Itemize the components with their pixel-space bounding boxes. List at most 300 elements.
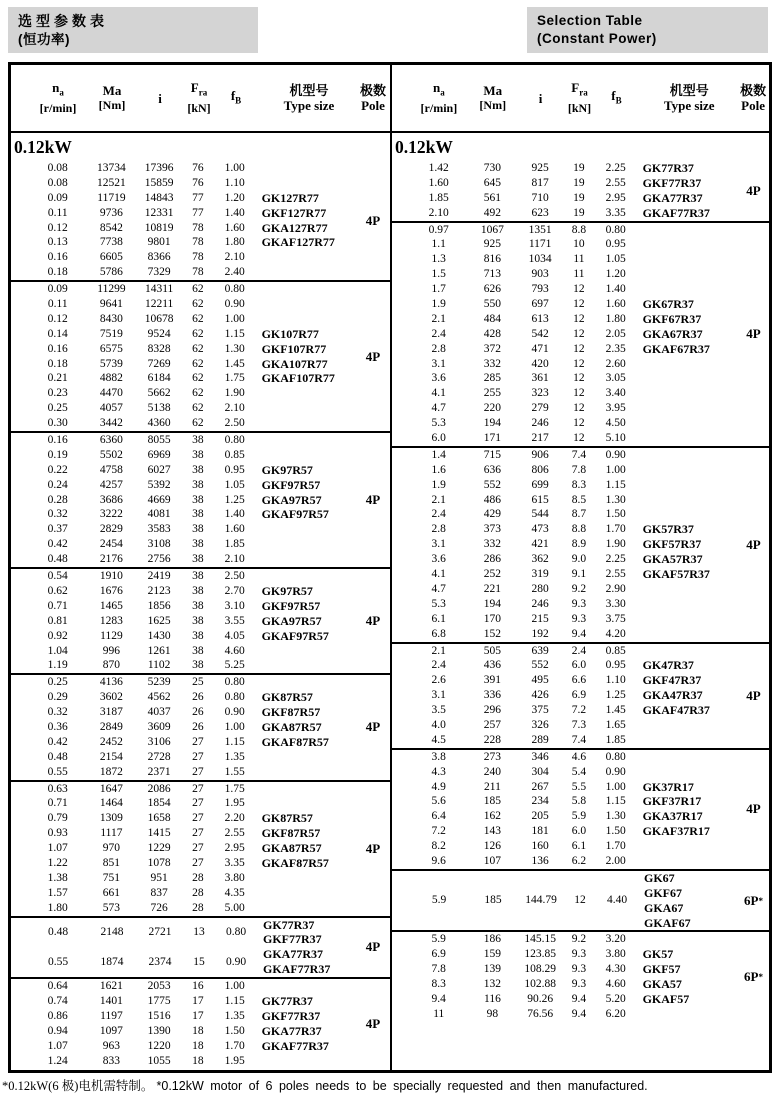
cell-fb: 1.15 — [605, 795, 626, 808]
cell-fra: 38 — [192, 659, 204, 672]
table-row — [392, 478, 738, 493]
cell-fb: 1.70 — [605, 523, 626, 536]
cell-fra: 9.4 — [571, 992, 587, 1005]
cell-i: 3609 — [147, 720, 171, 733]
cell-type-size — [641, 371, 738, 386]
cell-fb: 2.55 — [224, 827, 245, 840]
table-header — [392, 65, 769, 133]
cell-fb: 1.90 — [605, 538, 626, 551]
cell-ma: 751 — [102, 871, 121, 884]
cell-fra: 6.9 — [571, 689, 587, 702]
pole-value: 4P — [365, 348, 381, 364]
cell-type-size: GKA67R37 — [642, 326, 703, 341]
cell-fra: 9.2 — [571, 582, 587, 595]
table-row — [392, 718, 738, 733]
cell-ma: 2452 — [99, 735, 123, 748]
cell-fb: 0.80 — [605, 223, 626, 236]
cell-fb: 1.00 — [224, 162, 245, 174]
cell-ma: 573 — [102, 901, 121, 914]
table-row — [11, 478, 357, 493]
cell-type-size — [641, 932, 738, 947]
table-row — [392, 507, 738, 522]
pole-badge — [738, 161, 769, 221]
cell-fb: 1.30 — [224, 342, 245, 355]
cell-na: 2.4 — [431, 327, 446, 340]
cell-i: 1078 — [147, 856, 171, 869]
table-row — [392, 688, 738, 703]
cell-fra: 27 — [192, 735, 204, 748]
table-row — [11, 537, 357, 552]
cell-na: 4.7 — [431, 582, 446, 595]
cell-type-size: GKA87R57 — [261, 719, 322, 734]
section-rows — [392, 448, 738, 642]
cell-i: 1854 — [147, 797, 171, 810]
cell-ma: 372 — [483, 342, 502, 355]
cell-fb: 3.35 — [224, 856, 245, 869]
cell-i: 542 — [531, 327, 549, 340]
cell-na: 0.13 — [47, 236, 68, 249]
cell-type-size — [641, 733, 738, 748]
cell-type-size: GK77R37 — [261, 993, 313, 1008]
pole-badge — [357, 161, 389, 280]
cell-i: 3583 — [147, 523, 171, 536]
table-row — [11, 357, 357, 372]
cell-type-size: GKA77R37 — [261, 1023, 322, 1038]
cell-ma: 1464 — [99, 797, 123, 810]
cell-i: 2371 — [147, 765, 171, 778]
pole-value: 4P — [746, 182, 761, 198]
table-row — [392, 252, 738, 267]
cell-fra: 9.3 — [571, 963, 587, 976]
cell-ma: 1283 — [99, 614, 123, 627]
cell-type-size — [641, 612, 738, 627]
cell-na: 3.6 — [431, 372, 446, 385]
cell-fb: 4.60 — [224, 644, 245, 657]
cell-ma: 730 — [483, 162, 502, 174]
cell-fb: 0.85 — [224, 448, 245, 461]
table-row — [11, 493, 357, 508]
cell-ma: 4758 — [99, 463, 123, 476]
cell-i: 8366 — [147, 251, 171, 264]
table-row — [11, 206, 357, 221]
cell-fra: 9.3 — [571, 612, 587, 625]
cell-i: 951 — [150, 871, 168, 884]
table-row — [392, 947, 738, 962]
cell-i: 2728 — [147, 750, 171, 763]
cell-ma: 816 — [483, 253, 502, 266]
cell-i: 8055 — [147, 434, 171, 447]
cell-i: 267 — [531, 780, 549, 793]
cell-fra: 5.9 — [571, 810, 587, 823]
table-row — [11, 342, 357, 357]
cell-ma: 6605 — [99, 251, 123, 264]
cell-fra: 2.4 — [571, 644, 587, 657]
table-row — [11, 1009, 357, 1024]
cell-type-size: GKA127R77 — [261, 220, 328, 235]
table-section — [11, 567, 390, 673]
section-rows — [392, 871, 642, 931]
table-row — [392, 582, 738, 597]
table-row — [11, 690, 357, 705]
table-row — [11, 282, 357, 297]
cell-ma: 9736 — [99, 206, 123, 219]
cell-na: 1.4 — [431, 448, 446, 461]
selection-table — [8, 62, 772, 1073]
cell-ma: 126 — [483, 840, 502, 853]
cell-i: 9524 — [147, 327, 171, 340]
cell-fra: 62 — [192, 417, 204, 430]
cell-fra: 19 — [573, 162, 585, 174]
cell-type-size: GKA107R77 — [261, 356, 328, 371]
cell-ma: 552 — [483, 478, 502, 491]
cell-type-size: GKF87R57 — [261, 705, 321, 720]
cell-na: 2.1 — [431, 644, 446, 657]
cell-fra: 27 — [192, 797, 204, 810]
cell-i: 326 — [531, 718, 549, 731]
cell-type-size — [641, 237, 738, 252]
section-body — [11, 979, 357, 1068]
cell-na: 4.1 — [431, 387, 446, 400]
table-row — [11, 901, 357, 916]
cell-type-size — [260, 782, 357, 797]
table-row — [11, 221, 357, 236]
table-row — [392, 522, 738, 537]
table-row — [11, 176, 357, 191]
cell-i: 102.88 — [524, 978, 556, 991]
cell-type-size — [260, 675, 357, 690]
table-row — [392, 750, 738, 765]
cell-type-size — [260, 176, 357, 191]
table-row — [11, 658, 357, 673]
cell-fb: 3.55 — [224, 614, 245, 627]
cell-ma: 1309 — [99, 812, 123, 825]
table-row — [11, 750, 357, 765]
cell-na: 2.4 — [431, 659, 446, 672]
cell-i: 217 — [531, 432, 549, 445]
pole-value: 4P — [746, 687, 761, 703]
cell-na: 0.09 — [47, 283, 68, 296]
cell-na: 1.42 — [428, 162, 449, 174]
cell-ma: 1621 — [99, 980, 123, 993]
cell-type-size — [641, 416, 738, 431]
cell-i: 181 — [531, 825, 549, 838]
section-body — [11, 782, 357, 916]
cell-ma: 2148 — [100, 925, 124, 938]
col-header-type-size: 机型号 Type size — [663, 83, 715, 113]
cell-na: 0.55 — [47, 955, 69, 968]
table-row — [392, 794, 738, 809]
cell-na: 0.25 — [47, 402, 68, 415]
section-rows — [11, 433, 357, 567]
cell-fb: 1.60 — [224, 523, 245, 536]
cell-i: 14311 — [144, 283, 174, 296]
cell-fra: 26 — [192, 706, 204, 719]
cell-fra: 7.2 — [571, 704, 587, 717]
cell-ma: 1465 — [99, 599, 123, 612]
cell-fra: 28 — [192, 886, 204, 899]
cell-na: 7.2 — [431, 825, 446, 838]
cell-type-size — [641, 401, 738, 416]
cell-na: 0.16 — [47, 434, 68, 447]
cell-na: 0.18 — [47, 266, 68, 279]
cell-fra: 12 — [573, 342, 585, 355]
cell-ma: 107 — [483, 854, 502, 867]
section-body — [392, 223, 738, 446]
cell-i: 246 — [531, 417, 549, 430]
cell-type-size — [260, 416, 357, 431]
cell-ma: 1067 — [480, 223, 504, 236]
cell-ma: 645 — [483, 176, 502, 189]
cell-fb: 0.85 — [605, 644, 626, 657]
cell-type-size — [260, 448, 357, 463]
cell-i: 9801 — [147, 236, 171, 249]
cell-i: 2419 — [147, 570, 171, 583]
cell-fra: 12 — [573, 357, 585, 370]
cell-i: 108.29 — [524, 963, 556, 976]
cell-na: 0.42 — [47, 538, 68, 551]
table-row — [11, 886, 357, 901]
cell-fra: 6.6 — [571, 674, 587, 687]
cell-type-size: GKF97R57 — [261, 598, 321, 613]
cell-type-size — [260, 522, 357, 537]
cell-i: 7269 — [147, 357, 171, 370]
cell-fra: 38 — [192, 463, 204, 476]
table-row — [11, 584, 357, 599]
table-row — [11, 826, 357, 841]
cell-i: 906 — [531, 448, 549, 461]
table-section — [392, 161, 769, 221]
cell-fb: 0.80 — [224, 283, 245, 296]
cell-na: 0.48 — [47, 925, 69, 938]
pole-value: 6P — [744, 969, 759, 985]
cell-fb: 2.50 — [224, 417, 245, 430]
cell-fb: 1.65 — [605, 718, 626, 731]
cell-na: 1.04 — [47, 644, 68, 657]
cell-type-size — [260, 979, 357, 994]
cell-fb: 4.40 — [606, 894, 628, 907]
table-row — [392, 282, 738, 297]
cell-ma: 185 — [483, 795, 502, 808]
cell-type-size — [641, 478, 738, 493]
cell-ma: 11299 — [97, 283, 126, 296]
cell-i: 323 — [531, 387, 549, 400]
pole-badge — [357, 782, 389, 916]
cell-type-size — [641, 750, 738, 765]
cell-fb: 2.10 — [224, 402, 245, 415]
power-rating-heading: 0.12kW — [395, 137, 453, 157]
cell-fb: 1.60 — [605, 298, 626, 311]
cell-fb: 1.45 — [605, 704, 626, 717]
cell-na: 0.63 — [47, 782, 68, 795]
table-row — [392, 297, 738, 312]
cell-fb: 2.25 — [605, 553, 626, 566]
cell-fra: 7.8 — [571, 463, 587, 476]
cell-ma: 550 — [483, 298, 502, 311]
table-row — [392, 206, 738, 221]
section-body — [11, 161, 357, 280]
cell-fra: 38 — [192, 629, 204, 642]
cell-i: 3108 — [147, 538, 171, 551]
cell-i: 2053 — [147, 980, 171, 993]
table-row — [392, 371, 738, 386]
cell-fb: 1.25 — [605, 689, 626, 702]
cell-i: 1034 — [528, 253, 552, 266]
table-row — [11, 552, 357, 567]
cell-fb: 4.50 — [605, 417, 626, 430]
cell-fb: 2.60 — [605, 357, 626, 370]
cell-i: 837 — [150, 886, 168, 899]
table-row — [392, 658, 738, 673]
cell-i: 1415 — [147, 827, 171, 840]
cell-type-size: GK77R37 — [642, 161, 694, 175]
cell-i: 1055 — [147, 1054, 171, 1067]
cell-ma: 336 — [483, 689, 502, 702]
cell-fb: 5.10 — [605, 432, 626, 445]
pole-value: 4P — [746, 326, 761, 342]
cell-fb: 5.00 — [224, 901, 245, 914]
table-row — [11, 765, 357, 780]
cell-fb: 6.20 — [605, 1007, 626, 1020]
section-rows — [392, 161, 738, 221]
cell-fb: 1.15 — [224, 327, 245, 340]
cell-i: 5138 — [147, 402, 171, 415]
cell-na: 0.16 — [47, 342, 68, 355]
cell-type-size: GKAF127R77 — [261, 235, 335, 250]
cell-type-size — [641, 627, 738, 642]
cell-ma: 870 — [102, 659, 121, 672]
cell-ma: 221 — [483, 582, 502, 595]
table-row — [392, 824, 738, 839]
cell-i: 8328 — [147, 342, 171, 355]
section-body — [392, 644, 738, 748]
cell-ma: 255 — [483, 387, 502, 400]
type-size-name: GK77R37 — [263, 917, 315, 932]
cell-fra: 18 — [192, 1024, 204, 1037]
cell-ma: 5502 — [99, 448, 123, 461]
title-bar-english — [527, 7, 768, 53]
cell-i: 793 — [531, 283, 549, 296]
cell-fb: 1.25 — [224, 493, 245, 506]
cell-fb: 3.20 — [605, 933, 626, 946]
pole-value: 4P — [746, 801, 761, 817]
cell-na: 0.71 — [47, 599, 68, 612]
cell-fb: 1.40 — [605, 283, 626, 296]
cell-type-size: GKF107R77 — [261, 341, 327, 356]
pole-badge — [738, 223, 769, 446]
cell-ma: 116 — [484, 992, 501, 1005]
cell-fb: 1.15 — [605, 478, 626, 491]
cell-type-size — [641, 839, 738, 854]
cell-fra: 6.0 — [571, 825, 587, 838]
cell-na: 1.80 — [47, 901, 68, 914]
cell-na: 1.57 — [47, 886, 68, 899]
cell-ma: 561 — [483, 191, 502, 204]
cell-fb: 0.80 — [605, 750, 626, 763]
cell-i: 1516 — [147, 1009, 171, 1022]
cell-fra: 78 — [192, 266, 204, 279]
table-half-left — [11, 65, 390, 1070]
table-row — [392, 992, 738, 1007]
cell-fb: 0.90 — [224, 298, 245, 311]
cell-fb: 5.25 — [224, 659, 245, 672]
table-row — [11, 705, 357, 720]
cell-fra: 27 — [192, 812, 204, 825]
cell-fb: 1.30 — [605, 493, 626, 506]
cell-fb: 2.20 — [224, 812, 245, 825]
section-rows — [11, 782, 357, 916]
cell-na: 1.5 — [431, 268, 446, 281]
cell-fb: 0.80 — [225, 925, 247, 938]
cell-type-size: GKAF77R37 — [261, 1038, 329, 1053]
cell-type-size — [641, 282, 738, 297]
cell-fb: 1.35 — [224, 750, 245, 763]
cell-ma: 11719 — [97, 191, 126, 204]
cell-fb: 4.05 — [224, 629, 245, 642]
cell-na: 0.36 — [47, 720, 68, 733]
cell-ma: 186 — [483, 933, 502, 946]
cell-ma: 228 — [483, 733, 502, 746]
cell-i: 192 — [531, 627, 549, 640]
table-row — [11, 735, 357, 750]
cell-ma: 1197 — [100, 1009, 123, 1022]
cell-ma: 1910 — [99, 570, 123, 583]
cell-fb: 4.60 — [605, 978, 626, 991]
cell-type-size: GKAF97R57 — [261, 628, 329, 643]
cell-type-size: GK87R57 — [261, 690, 313, 705]
cell-i: 4669 — [147, 493, 171, 506]
cell-na: 0.62 — [47, 584, 68, 597]
cell-fra: 5.4 — [571, 765, 587, 778]
cell-type-size: GKAF57R37 — [642, 567, 710, 582]
table-row — [11, 161, 357, 176]
cell-fb: 1.90 — [224, 387, 245, 400]
table-row — [11, 327, 357, 342]
cell-na: 4.7 — [431, 402, 446, 415]
cell-ma: 1647 — [99, 782, 123, 795]
cell-ma: 3222 — [99, 508, 123, 521]
cell-fra: 27 — [192, 842, 204, 855]
table-section — [392, 930, 769, 1021]
table-row — [392, 567, 738, 582]
table-row — [392, 597, 738, 612]
cell-na: 0.08 — [47, 162, 68, 174]
cell-fra: 27 — [192, 750, 204, 763]
cell-ma: 7738 — [99, 236, 123, 249]
cell-fb: 1.95 — [224, 1054, 245, 1067]
cell-fb: 2.25 — [605, 162, 626, 174]
cell-na: 0.23 — [47, 387, 68, 400]
cell-type-size — [260, 644, 357, 659]
cell-ma: 429 — [483, 508, 502, 521]
cell-type-size — [641, 223, 738, 238]
cell-i: 1390 — [147, 1024, 171, 1037]
cell-fra: 9.0 — [571, 553, 587, 566]
cell-fra: 7.3 — [571, 718, 587, 731]
cell-fra: 10 — [573, 238, 585, 251]
title-cn-sub: (恒功率) — [18, 32, 70, 47]
cell-ma: 925 — [483, 238, 502, 251]
cell-fb: 1.15 — [224, 735, 245, 748]
cell-type-size: GKF47R37 — [642, 673, 702, 688]
table-section — [392, 221, 769, 446]
cell-fb: 5.20 — [605, 992, 626, 1005]
pole-badge: 6P * — [744, 892, 763, 908]
cell-ma: 1676 — [99, 584, 123, 597]
cell-fra: 8.8 — [571, 223, 587, 236]
table-row — [11, 629, 357, 644]
cell-i: 710 — [531, 191, 549, 204]
table-row — [392, 932, 738, 947]
